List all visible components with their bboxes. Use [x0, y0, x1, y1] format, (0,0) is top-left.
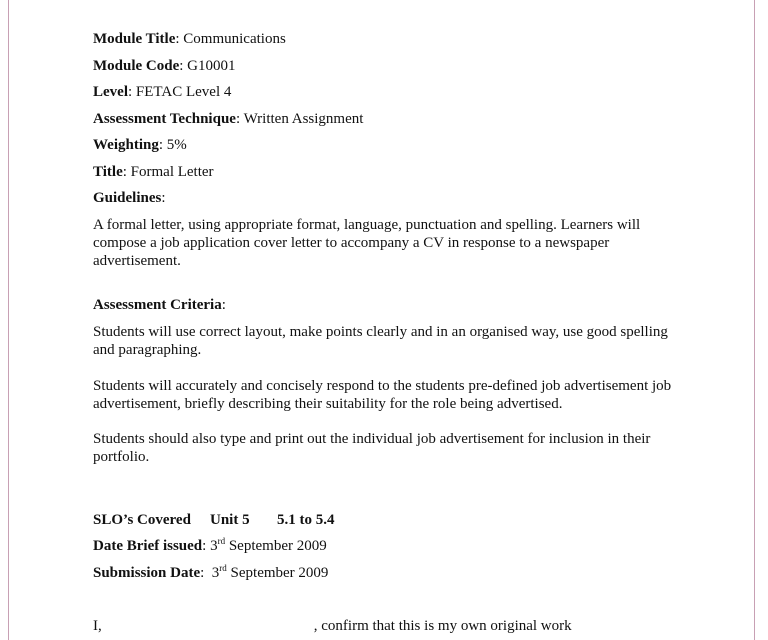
- submission-date-line: Submission Date: 3rd September 2009: [93, 563, 329, 581]
- technique-label: Assessment Technique: [93, 111, 236, 127]
- guidelines-text: A formal letter, using appropriate format, language, punctuation and spelling. Learners will compose a job application cover letter to accompany a CV in response to a newspaper advertisement.: [93, 217, 641, 269]
- weighting-line: Weighting: 5%: [93, 137, 187, 153]
- criteria-heading: Assessment Criteria:: [93, 297, 226, 313]
- submission-date-rest: September 2009: [230, 565, 329, 581]
- module-code-line: Module Code: G10001: [93, 58, 236, 74]
- module-title-line: Module Title: Communications: [93, 31, 286, 47]
- slo-covered-line: [93, 511, 335, 529]
- title-label: Title: [93, 164, 123, 180]
- criteria-item: Students should also type and print out the individual job advertisement for inclusion in their portfolio.: [93, 431, 651, 465]
- date-brief-rest: September 2009: [228, 538, 327, 554]
- module-code-label: Module Code: [93, 58, 180, 74]
- guidelines-heading-label: Guidelines: [93, 190, 162, 206]
- declaration-line: [93, 617, 572, 635]
- title-line: Title: Formal Letter: [93, 164, 214, 180]
- technique-line: Assessment Technique: Written Assignment: [93, 111, 364, 127]
- criteria-item: Students will use correct layout, make points clearly and in an organised way, use good spelling and paragraphing.: [93, 324, 668, 358]
- slo-unit: Unit 5: [210, 512, 250, 528]
- criteria-heading-label: Assessment Criteria: [93, 297, 222, 313]
- date-brief-label: Date Brief issued: [93, 538, 203, 554]
- module-title-label: Module Title: [93, 31, 176, 47]
- module-code-value: G10001: [187, 58, 236, 74]
- level-line: Level: FETAC Level 4: [93, 84, 232, 100]
- submission-date-suffix: rd: [219, 563, 227, 573]
- declaration-text: , confirm that this is my own original work: [313, 618, 572, 634]
- declaration-prefix: I,: [93, 618, 102, 634]
- submission-date-label: Submission Date: [93, 565, 201, 581]
- level-label: Level: [93, 84, 128, 100]
- module-title-value: Communications: [183, 31, 286, 47]
- title-value: Formal Letter: [130, 164, 214, 180]
- criteria-item: Students will accurately and concisely respond to the students pre-defined job advertisement job advertisement, briefly describing their suitability for the role being advertised.: [93, 378, 672, 412]
- technique-value: Written Assignment: [243, 111, 364, 127]
- weighting-label: Weighting: [93, 137, 159, 153]
- date-brief-line: Date Brief issued: 3rd September 2009: [93, 536, 327, 554]
- weighting-value: 5%: [166, 137, 187, 153]
- date-brief-suffix: rd: [217, 536, 226, 546]
- submission-date-day: 3: [211, 565, 220, 581]
- guidelines-heading: Guidelines:: [93, 190, 166, 206]
- level-value: FETAC Level 4: [135, 84, 232, 100]
- slo-label: SLO’s Covered: [93, 512, 191, 528]
- slo-range: 5.1 to 5.4: [277, 512, 335, 528]
- date-brief-day: 3: [210, 538, 218, 554]
